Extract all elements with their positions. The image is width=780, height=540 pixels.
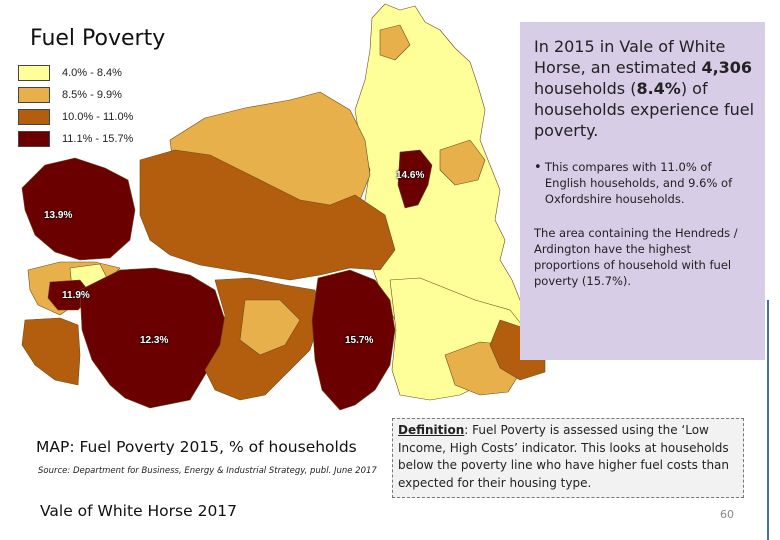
map-region (22, 158, 135, 260)
legend-label: 11.1% - 15.7% (62, 133, 134, 145)
info-text-2: households ( (534, 79, 637, 98)
map-label: 12.3% (140, 335, 169, 346)
info-text-1: In 2015 in Vale of White Horse, an estimated (534, 37, 726, 77)
map-region (22, 318, 80, 385)
map-legend (18, 62, 133, 150)
info-hendreds: The area containing the Hendreds / Ardington have the highest proportions of household with fuel poverty (15.7%). (534, 226, 738, 288)
bullet-text: This compares with 11.0% of English households, and 9.6% of Oxfordshire households. (544, 160, 733, 206)
legend-item (18, 106, 133, 128)
footer-title: Vale of White Horse 2017 (40, 502, 238, 520)
info-box (520, 22, 765, 360)
legend-swatch (18, 87, 50, 103)
map-label: 14.6% (396, 170, 425, 181)
definition-box (392, 418, 744, 498)
legend-swatch (18, 131, 50, 147)
page-number: 60 (720, 508, 734, 521)
info-text-3: ) of households experience fuel poverty. (534, 79, 755, 140)
bullet-icon: • (534, 160, 542, 175)
legend-swatch (18, 65, 50, 81)
households-percent: 8.4% (636, 79, 681, 98)
legend-label: 4.0% - 8.4% (62, 67, 122, 79)
definition-term: Definition (398, 423, 465, 437)
divider (767, 300, 769, 540)
legend-item (18, 84, 133, 106)
households-count: 4,306 (701, 58, 753, 77)
info-summary (534, 36, 755, 141)
map-label: 13.9% (44, 210, 73, 221)
legend-label: 10.0% - 11.0% (62, 111, 134, 123)
map-label: 15.7% (345, 335, 374, 346)
page-title: Fuel Poverty (30, 26, 166, 51)
definition-text: : Fuel Poverty is assessed using the ‘Low Income, High Costs’ indicator. This looks at households below the poverty line who have higher fuel costs than expected for their housing type. (398, 423, 730, 490)
legend-label: 8.5% - 9.9% (62, 89, 122, 101)
legend-swatch (18, 109, 50, 125)
info-bullet (534, 159, 755, 207)
source-note: Source: Department for Business, Energy & Industrial Strategy, publ. June 2017 (38, 466, 377, 476)
legend-item (18, 62, 133, 84)
map-caption: MAP: Fuel Poverty 2015, % of households (36, 438, 357, 456)
map-label: 11.9% (62, 290, 90, 301)
legend-item (18, 128, 133, 150)
